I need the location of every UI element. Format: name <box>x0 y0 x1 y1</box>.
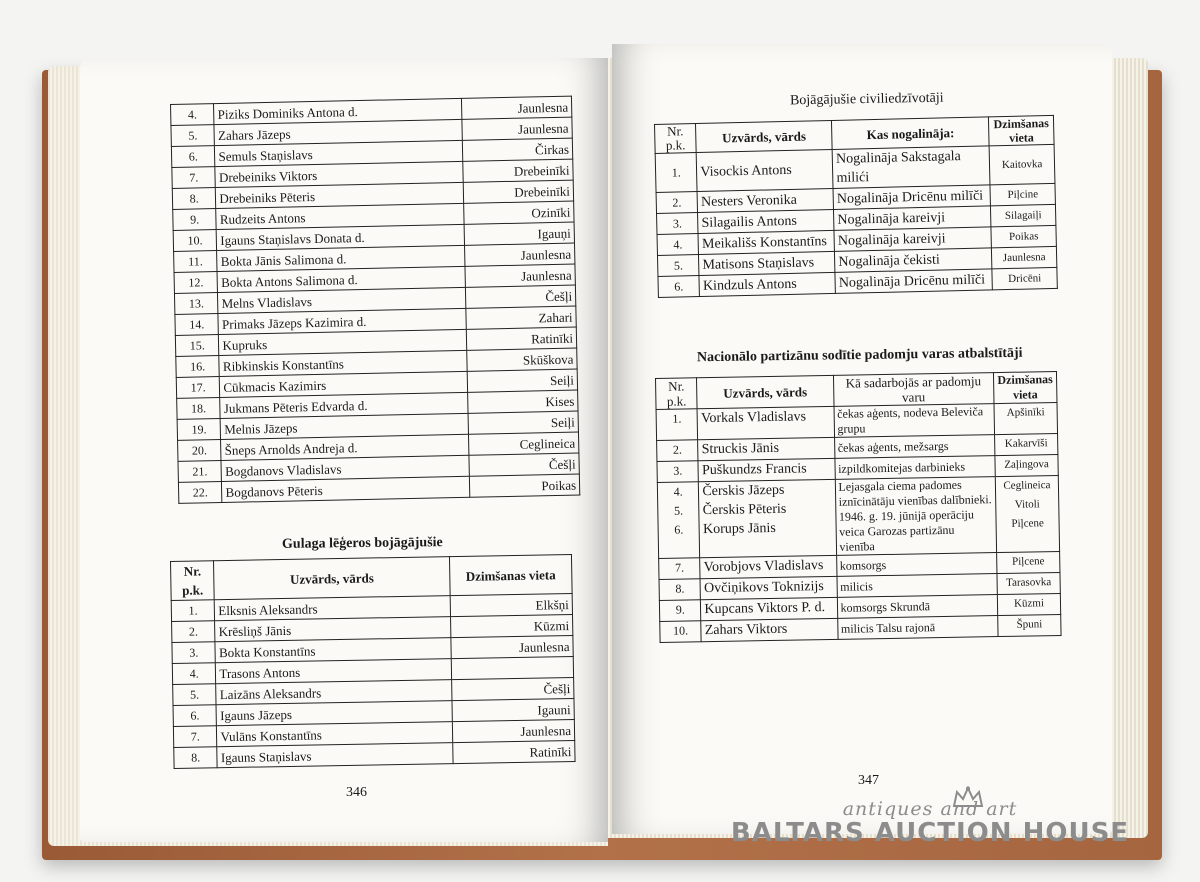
col-header-num: Nr. p.k. <box>656 378 698 410</box>
row-number: 5. <box>657 255 699 277</box>
row-number: 3. <box>657 213 699 235</box>
row-description: milicis Talsu rajonā <box>837 616 998 640</box>
row-number: 7. <box>172 167 216 189</box>
row-killer: Nogalināja Dricēnu milīči <box>835 269 992 294</box>
row-name: Vulāns Konstantīns <box>217 722 453 747</box>
row-place: Piļcene <box>997 551 1060 573</box>
row-number: 1. <box>656 409 698 441</box>
row-name: Ovčiņikovs Toknizijs <box>700 576 836 599</box>
row-name: Šneps Arnolds Andreja d. <box>221 434 469 460</box>
row-place: Ratinīki <box>466 327 577 350</box>
row-number: 15. <box>175 335 219 357</box>
row-name: Drebeiniks Viktors <box>215 161 463 187</box>
civilians-heading: Bojāgājušie civiliedzīvotāji <box>789 90 944 109</box>
row-name: Laizāns Aleksandrs <box>216 680 452 705</box>
row-description: komsorgs Skrundā <box>837 595 998 619</box>
row-description: čekas aģents, nodeva Beleviča grupu <box>834 404 995 438</box>
row-name: Igauns Staņislavs Donata d. <box>217 224 465 250</box>
row-place: Zahari <box>466 306 577 329</box>
row-name: Cūkmacis Kazimirs <box>220 371 468 397</box>
row-name: Vorobjovs Vladislavs <box>700 555 836 578</box>
row-name: Bokta Konstantīns <box>215 638 451 663</box>
row-name: Semuls Staņislavs <box>215 140 463 166</box>
row-place: Tarasovka <box>997 572 1060 594</box>
row-name: Elksnis Aleksandrs <box>215 596 451 621</box>
row-name: Primaks Jāzeps Kazimira d. <box>218 308 466 334</box>
row-place: Kises <box>467 390 578 413</box>
row-name: Zahars Jāzeps <box>214 119 462 145</box>
partisans-table <box>655 371 1062 643</box>
row-name: Bokta Jānis Salimona d. <box>217 245 465 271</box>
row-description: milicis <box>837 574 998 598</box>
col-header-killer: Kas nogalināja: <box>832 117 990 150</box>
row-place: Ratinīki <box>452 740 575 763</box>
row-number: 7. <box>659 558 701 580</box>
col-header-desc: Kā sadarbojās ar padomju varu <box>833 373 994 407</box>
row-number: 1. <box>655 153 697 193</box>
row-number: 16. <box>176 356 220 378</box>
row-place: Jaunlesna <box>451 635 574 658</box>
row-number: 20. <box>178 440 222 462</box>
row-number: 4. 5. 6. <box>657 482 700 559</box>
row-name: Krēsliņš Jānis <box>215 617 451 642</box>
table-row <box>657 475 1059 558</box>
col-header-num: Nr. p.k. <box>655 124 697 154</box>
row-killer: Nogalināja čekisti <box>835 248 992 273</box>
row-place: Dricēni <box>992 267 1057 289</box>
row-number: 17. <box>176 377 220 399</box>
row-number: 2. <box>656 192 698 214</box>
row-number: 8. <box>172 188 216 210</box>
row-place: Jaunlesna <box>462 117 573 140</box>
row-name: Silagailis Antons <box>698 209 834 233</box>
row-number: 6. <box>171 146 215 168</box>
row-place: Drebeinīki <box>463 159 574 182</box>
row-number: 1. <box>171 600 215 622</box>
row-place: Ozinīki <box>464 201 575 224</box>
row-place: Ceglineica <box>468 432 579 455</box>
row-place: Češļi <box>469 453 580 476</box>
row-name: Trasons Antons <box>216 659 452 684</box>
row-number: 13. <box>174 293 218 315</box>
row-name: Igauns Staņislavs <box>217 743 453 768</box>
row-place: Jaunlesna <box>992 246 1057 268</box>
row-place: Silagaiļi <box>991 204 1056 226</box>
row-place: Seiļi <box>467 369 578 392</box>
row-description: izpildkomitejas darbinieks <box>834 456 995 480</box>
row-number: 3. <box>172 642 216 664</box>
row-name: Puškundzs Francis <box>698 458 834 481</box>
row-name: Bokta Antons Salimona d. <box>217 266 465 292</box>
row-description: Lejasgala ciema padomes iznīcinātāju vienības dalībnieki. 1946. g. 19. jūnijā operāciju veica Garozas partizānu vienība <box>835 477 997 556</box>
row-number: 11. <box>174 251 218 273</box>
col-header-place: Dzimšanas vieta <box>993 371 1057 403</box>
row-description: komsorgs <box>836 553 997 577</box>
row-number: 9. <box>173 209 217 231</box>
row-name: Visockis Antons <box>696 149 833 191</box>
watermark <box>720 798 1140 848</box>
row-place: Jaunlesna <box>461 96 572 119</box>
row-number: 6. <box>173 705 217 727</box>
row-number: 9. <box>659 600 701 622</box>
row-place: Kakarvīši <box>995 433 1058 455</box>
row-place: Jaunlesna <box>464 243 575 266</box>
watermark-brand: BALTARS AUCTION HOUSE <box>730 818 1130 848</box>
row-name: Rudzeits Antons <box>216 203 464 229</box>
row-name: Melns Vladislavs <box>218 287 466 313</box>
row-place: Kaitovka <box>989 144 1055 184</box>
row-place: Zaļingova <box>995 454 1058 476</box>
row-number: 8. <box>659 579 701 601</box>
row-number: 4. <box>657 234 699 256</box>
row-name: Igauns Jāzeps <box>216 701 452 726</box>
row-name: Piziks Dominiks Antona d. <box>214 98 462 124</box>
row-number: 10. <box>173 230 217 252</box>
row-name: Bogdanovs Vladislavs <box>221 455 469 481</box>
row-place: Čirkas <box>462 138 573 161</box>
row-name: Struckis Jānis <box>698 437 834 460</box>
row-place: Kūzmi <box>450 614 573 637</box>
row-name: Kupcans Viktors P. d. <box>701 597 837 620</box>
row-number: 22. <box>178 481 222 503</box>
row-number: 2. <box>657 440 699 462</box>
row-number: 5. <box>171 125 215 147</box>
row-number: 7. <box>173 726 217 748</box>
row-name: Kupruks <box>219 329 467 355</box>
row-number: 12. <box>174 272 218 294</box>
page-number-left: 346 <box>346 785 367 800</box>
row-place: Skūškova <box>467 348 578 371</box>
row-place: Kūzmi <box>997 593 1060 615</box>
row-place: Igauni <box>452 698 575 721</box>
watermark-tagline: antiques and art <box>842 798 1018 820</box>
row-name: Nesters Veronika <box>697 188 833 212</box>
row-number: 21. <box>178 461 222 483</box>
row-place <box>451 656 574 679</box>
row-name: Drebeiniks Pēteris <box>216 182 464 208</box>
row-name: Jukmans Pēteris Edvarda d. <box>220 392 468 418</box>
col-header-name: Uzvārds, vārds <box>697 375 834 408</box>
gulag-heading: Gulaga lēģeros bojāgājušie <box>281 535 443 552</box>
row-number: 18. <box>177 398 221 420</box>
row-place: Špuni <box>998 614 1061 636</box>
row-number: 5. <box>173 684 217 706</box>
row-place: Češļi <box>451 677 574 700</box>
col-header-num: Nr. p.k. <box>171 561 215 601</box>
victims-table <box>170 96 580 504</box>
row-place: Apšinīki <box>994 402 1058 434</box>
row-name: Kindzuls Antons <box>699 272 835 296</box>
row-number: 19. <box>177 419 221 441</box>
col-header-name: Uzvārds, vārds <box>214 557 450 600</box>
gulag-table <box>170 554 576 769</box>
row-name: Čerskis Jāzeps Čerskis Pēteris Korups Jānis <box>699 479 836 557</box>
row-number: 3. <box>657 461 699 483</box>
row-name: Melnis Jāzeps <box>221 413 469 439</box>
row-name: Vorkals Vladislavs <box>697 406 834 439</box>
row-place: Elkšņi <box>450 593 573 616</box>
row-place: Ceglineica Vitoli Piļcene <box>995 475 1059 552</box>
row-number: 4. <box>171 104 215 126</box>
row-name: Bogdanovs Pēteris <box>222 476 470 502</box>
row-place: Igauņi <box>464 222 575 245</box>
row-name: Zahars Viktors <box>701 618 837 641</box>
col-header-place: Dzimšanas vieta <box>989 115 1054 145</box>
civilians-table <box>654 115 1058 298</box>
row-place: Drebeinīki <box>463 180 574 203</box>
row-number: 6. <box>658 276 700 298</box>
row-killer: Nogalināja Dricēnu milīči <box>833 185 990 210</box>
row-number: 4. <box>172 663 216 685</box>
row-name: Matisons Staņislavs <box>699 251 835 275</box>
col-header-place: Dzimšanas vieta <box>449 554 572 595</box>
row-name: Ribkinskis Konstantīns <box>219 350 467 376</box>
row-place: Piļcine <box>990 183 1055 205</box>
col-header-name: Uzvārds, vārds <box>696 120 833 152</box>
row-place: Jaunlesna <box>452 719 575 742</box>
row-place: Seiļi <box>468 411 579 434</box>
row-name: Meikališs Konstantīns <box>698 230 834 254</box>
row-killer: Nogalināja Sakstagala milići <box>832 146 990 189</box>
row-killer: Nogalināja kareivji <box>834 206 991 231</box>
partisans-heading: Nacionālo partizānu sodītie padomju varas atbalstītāji <box>696 345 1023 366</box>
row-number: 8. <box>174 747 218 769</box>
row-number: 14. <box>175 314 219 336</box>
row-number: 10. <box>660 621 702 643</box>
row-killer: Nogalināja kareivji <box>834 227 991 252</box>
row-description: čekas aģents, mežsargs <box>834 435 995 459</box>
row-place: Poikas <box>469 474 580 497</box>
row-place: Češļi <box>465 285 576 308</box>
row-number: 2. <box>172 621 216 643</box>
row-place: Poikas <box>991 225 1056 247</box>
row-place: Jaunlesna <box>465 264 576 287</box>
page-number-right: 347 <box>858 773 879 788</box>
